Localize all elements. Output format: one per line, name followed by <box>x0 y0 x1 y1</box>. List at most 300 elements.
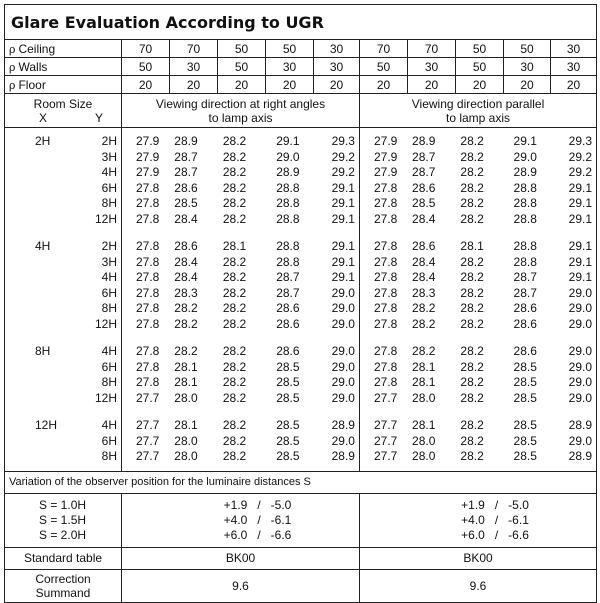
xy-labels <box>5 111 121 125</box>
ugr-value: 28.4 <box>174 211 198 226</box>
ugr-value: 28.1 <box>460 239 484 253</box>
standard-table-parallel: BK00 <box>360 547 597 569</box>
ugr-value: 29.0 <box>568 344 593 358</box>
ugr-value: 29.0 <box>331 301 355 315</box>
ugr-value: 29.1 <box>568 180 593 195</box>
ugr-value: 28.2 <box>174 344 198 358</box>
ugr-value: 29.0 <box>331 375 355 389</box>
ugr-value: 27.7 <box>374 449 398 463</box>
room-size-cell <box>5 128 122 472</box>
ugr-value: 27.8 <box>374 270 398 284</box>
reflectance-value: 30 <box>314 40 360 58</box>
x-column <box>5 134 63 465</box>
parallel-values <box>360 128 597 472</box>
ugr-value: 28.2 <box>222 165 247 179</box>
ugr-value: 28.9 <box>331 449 355 463</box>
ugr-value: 28.4 <box>412 211 436 226</box>
room-x-spacer <box>5 196 63 212</box>
ugr-value: 28.2 <box>460 359 484 374</box>
room-size-header <box>5 94 122 128</box>
room-size-label: Room Size <box>33 96 93 111</box>
ugr-value: 28.8 <box>513 211 537 226</box>
ugr-value: 28.6 <box>276 344 300 358</box>
ugr-value: 27.8 <box>374 375 398 389</box>
ugr-value: 28.8 <box>276 196 300 210</box>
ugr-value: 28.9 <box>331 418 355 432</box>
room-y-label: 6H <box>101 285 117 300</box>
reflectance-label <box>5 58 122 76</box>
reflectance-value: 20 <box>504 76 551 94</box>
reflectance-value: 30 <box>504 58 551 76</box>
ugr-value: 28.9 <box>412 134 436 148</box>
ugr-value: 28.2 <box>412 316 436 331</box>
ugr-value: 28.2 <box>222 254 247 269</box>
ugr-value: 27.8 <box>374 301 398 315</box>
ugr-value: 28.2 <box>222 359 247 374</box>
ugr-value: 29.1 <box>276 134 300 148</box>
reflectance-value: 20 <box>266 76 314 94</box>
value-column <box>262 134 314 465</box>
ugr-value: 27.7 <box>136 449 160 463</box>
ugr-value: 28.2 <box>460 270 484 284</box>
ugr-value: 29.1 <box>568 254 593 269</box>
room-y-label: 12H <box>94 211 117 226</box>
ugr-value: 28.7 <box>412 165 436 179</box>
y-column <box>63 134 121 465</box>
rho-symbol: ρ <box>9 78 16 92</box>
ugr-value: 28.3 <box>412 285 436 300</box>
correction-label-line2: Summand <box>35 585 91 600</box>
room-x-label: 8H <box>35 344 51 358</box>
room-x-spacer <box>5 391 63 407</box>
room-y-label: 8H <box>101 301 117 315</box>
ugr-value: 28.2 <box>222 390 247 405</box>
reflectance-row-floor <box>5 76 597 94</box>
rho-symbol: ρ <box>9 60 16 74</box>
ugr-value: 28.6 <box>412 239 436 253</box>
ugr-value: 28.4 <box>174 270 198 284</box>
ugr-value: 27.8 <box>136 180 160 195</box>
ugr-value: 27.8 <box>374 196 398 210</box>
ugr-value: 28.2 <box>460 375 484 389</box>
ugr-value: 28.5 <box>276 418 300 432</box>
ugr-value: 28.9 <box>568 449 593 463</box>
reflectance-value: 50 <box>266 40 314 58</box>
value-column <box>314 134 359 465</box>
reflectance-value: 50 <box>218 58 266 76</box>
ugr-value: 28.1 <box>174 359 198 374</box>
room-y-label: 3H <box>101 149 117 164</box>
ugr-value: 28.0 <box>412 433 436 448</box>
ugr-value: 29.0 <box>331 316 355 331</box>
room-x-spacer <box>5 375 63 391</box>
ugr-value: 28.9 <box>276 165 300 179</box>
ugr-value: 28.6 <box>412 180 436 195</box>
value-column <box>499 134 551 465</box>
ugr-value: 27.8 <box>374 211 398 226</box>
ugr-value: 29.1 <box>331 270 355 284</box>
ugr-value: 28.1 <box>174 375 198 389</box>
ugr-value: 29.3 <box>568 134 593 148</box>
variation-row <box>5 493 597 547</box>
room-y-label: 4H <box>101 418 117 432</box>
correction-parallel: 9.6 <box>360 569 597 602</box>
value-column <box>207 134 262 465</box>
ugr-value: 28.8 <box>276 180 300 195</box>
ugr-value: 29.2 <box>331 165 355 179</box>
ugr-value: 27.7 <box>136 433 160 448</box>
reflectance-value: 30 <box>170 58 218 76</box>
ugr-value: 29.0 <box>568 375 593 389</box>
right-angles-values <box>122 128 360 472</box>
ugr-value: 28.6 <box>174 180 198 195</box>
room-x-spacer <box>5 449 63 465</box>
reflectance-label <box>5 40 122 58</box>
standard-table-label: Standard table <box>5 547 122 569</box>
ugr-value: 27.8 <box>136 344 160 358</box>
ugr-value: 28.1 <box>174 418 198 432</box>
ugr-value: 28.2 <box>412 301 436 315</box>
ugr-value: 28.2 <box>460 301 484 315</box>
ugr-value: 28.2 <box>222 285 247 300</box>
reflectance-value: 50 <box>504 40 551 58</box>
ugr-value: 28.2 <box>222 211 247 226</box>
room-x-spacer <box>5 270 63 286</box>
ugr-value: 28.7 <box>174 149 198 164</box>
reflectance-value: 70 <box>408 40 456 58</box>
value-column <box>402 134 444 465</box>
ugr-value: 28.1 <box>412 375 436 389</box>
ugr-value: 29.1 <box>331 254 355 269</box>
ugr-value: 29.0 <box>568 433 593 448</box>
ugr-value: 29.1 <box>331 211 355 226</box>
correction-row <box>5 569 597 602</box>
ugr-value: 27.9 <box>374 165 398 179</box>
ugr-value: 28.3 <box>174 285 198 300</box>
ugr-value: 28.6 <box>513 301 537 315</box>
room-y-label: 12H <box>94 316 117 331</box>
ugr-value: 28.6 <box>513 344 537 358</box>
ugr-value: 27.8 <box>136 270 160 284</box>
parallel-header <box>360 94 597 128</box>
ugr-value: 28.5 <box>276 375 300 389</box>
ugr-data-row <box>5 128 597 472</box>
right-angles-header <box>122 94 360 128</box>
room-y-label: 8H <box>101 196 117 210</box>
ugr-value: 28.2 <box>222 301 247 315</box>
ugr-value: 29.1 <box>568 196 593 210</box>
ugr-value: 28.8 <box>513 180 537 195</box>
ugr-value: 28.1 <box>222 239 247 253</box>
ugr-value: 29.0 <box>331 390 355 405</box>
ugr-value: 29.0 <box>331 433 355 448</box>
room-x-spacer <box>5 360 63 376</box>
ugr-value: 28.5 <box>513 375 537 389</box>
parallel-header-line2: to lamp axis <box>446 110 511 125</box>
ugr-value: 27.8 <box>136 375 160 389</box>
value-column <box>360 134 402 465</box>
ugr-value: 29.2 <box>568 149 593 164</box>
reflectance-value: 70 <box>170 40 218 58</box>
correction-label <box>5 569 122 602</box>
reflectance-name: Walls <box>18 59 48 74</box>
room-y-label: 3H <box>101 254 117 269</box>
ugr-value: 27.7 <box>374 390 398 405</box>
ugr-value: 28.6 <box>174 239 198 253</box>
ugr-value: 28.2 <box>460 180 484 195</box>
ugr-value: 28.2 <box>222 418 247 432</box>
ugr-value: 28.5 <box>276 390 300 405</box>
spacing-label: S = 1.0H <box>39 497 87 512</box>
ugr-value: 29.0 <box>568 359 593 374</box>
ugr-value: 28.7 <box>513 285 537 300</box>
ugr-value: 29.2 <box>568 165 593 179</box>
ugr-value: 28.2 <box>222 196 247 210</box>
ugr-value: 28.1 <box>412 359 436 374</box>
reflectance-value: 50 <box>218 40 266 58</box>
room-x-spacer <box>5 181 63 197</box>
ugr-value: 27.7 <box>374 418 398 432</box>
room-x-spacer <box>5 301 63 317</box>
ugr-value: 28.7 <box>513 270 537 284</box>
reflectance-value: 30 <box>314 58 360 76</box>
reflectance-value: 20 <box>456 76 504 94</box>
ugr-value: 27.8 <box>136 211 160 226</box>
ugr-value: 28.1 <box>412 418 436 432</box>
ugr-value: 28.7 <box>276 270 300 284</box>
ugr-value: 27.8 <box>374 285 398 300</box>
room-x-spacer <box>5 165 63 181</box>
ugr-value: 28.2 <box>412 344 436 358</box>
standard-table-right: BK00 <box>122 547 360 569</box>
reflectance-value: 20 <box>218 76 266 94</box>
variation-parallel <box>360 493 597 547</box>
ugr-value: 28.0 <box>174 449 198 463</box>
room-y-label: 6H <box>101 180 117 195</box>
variation-right-angles <box>122 493 360 547</box>
reflectance-value: 30 <box>408 58 456 76</box>
ugr-value: 29.0 <box>331 344 355 358</box>
ugr-value: 28.2 <box>174 316 198 331</box>
variation-value: +6.0 / -6.6 <box>461 527 529 542</box>
reflectance-value: 50 <box>360 58 408 76</box>
ugr-value: 27.8 <box>136 316 160 331</box>
ugr-value: 27.8 <box>136 254 160 269</box>
room-y-label: 2H <box>101 134 117 148</box>
ugr-value: 28.5 <box>412 196 436 210</box>
ugr-value: 28.5 <box>513 449 537 463</box>
reflectance-name: Ceiling <box>18 41 56 56</box>
ugr-value: 28.2 <box>222 180 247 195</box>
standard-table-row <box>5 547 597 569</box>
reflectance-value: 30 <box>266 58 314 76</box>
reflectance-value: 50 <box>456 58 504 76</box>
right-angles-header-line2: to lamp axis <box>208 110 273 125</box>
correction-right: 9.6 <box>122 569 360 602</box>
ugr-value: 28.2 <box>460 418 484 432</box>
reflectance-value: 20 <box>551 76 597 94</box>
reflectance-value: 20 <box>122 76 170 94</box>
reflectance-label <box>5 76 122 94</box>
room-y-label: 2H <box>101 239 117 253</box>
ugr-value: 29.0 <box>276 149 300 164</box>
room-y-label: 6H <box>101 359 117 374</box>
ugr-value: 29.1 <box>568 211 593 226</box>
variation-value: +4.0 / -6.1 <box>461 512 529 527</box>
ugr-value: 28.2 <box>460 196 484 210</box>
ugr-value: 28.2 <box>222 433 247 448</box>
ugr-value: 29.0 <box>568 285 593 300</box>
ugr-value: 28.2 <box>460 433 484 448</box>
reflectance-value: 30 <box>551 40 597 58</box>
ugr-value: 28.2 <box>174 301 198 315</box>
ugr-value: 28.2 <box>460 149 484 164</box>
ugr-value: 27.8 <box>136 196 160 210</box>
variation-value: +1.9 / -5.0 <box>223 497 292 512</box>
ugr-value: 28.2 <box>222 270 247 284</box>
ugr-value: 28.2 <box>460 254 484 269</box>
room-y-label: 4H <box>101 270 117 284</box>
ugr-value: 29.0 <box>331 359 355 374</box>
spacing-cell <box>5 493 122 547</box>
ugr-value: 27.8 <box>136 285 160 300</box>
room-x-label: 2H <box>35 134 51 148</box>
ugr-value: 27.8 <box>374 316 398 331</box>
ugr-value: 28.5 <box>276 433 300 448</box>
ugr-value: 27.8 <box>136 239 160 253</box>
ugr-value: 27.9 <box>136 134 160 148</box>
ugr-value: 29.1 <box>568 239 593 253</box>
ugr-value: 28.2 <box>222 316 247 331</box>
ugr-value: 27.9 <box>136 165 160 179</box>
reflectance-value: 70 <box>360 40 408 58</box>
ugr-value: 28.9 <box>174 134 198 148</box>
y-label: Y <box>94 110 103 125</box>
room-x-label: 12H <box>35 418 58 432</box>
ugr-value: 28.2 <box>460 134 484 148</box>
value-column <box>551 134 596 465</box>
ugr-value: 28.5 <box>513 359 537 374</box>
ugr-value: 27.8 <box>374 180 398 195</box>
page-title: Glare Evaluation According to UGR <box>5 5 597 40</box>
variation-value: +6.0 / -6.6 <box>223 527 292 542</box>
ugr-value: 28.8 <box>513 239 537 253</box>
room-y-label: 8H <box>101 449 117 463</box>
room-x-spacer <box>5 150 63 166</box>
ugr-value: 28.6 <box>513 316 537 331</box>
ugr-value: 29.1 <box>331 180 355 195</box>
ugr-value: 28.5 <box>513 390 537 405</box>
ugr-value: 28.2 <box>460 344 484 358</box>
value-column <box>122 134 165 465</box>
ugr-value: 28.5 <box>276 449 300 463</box>
ugr-value: 27.7 <box>136 390 160 405</box>
ugr-table <box>4 4 597 603</box>
ugr-value: 28.5 <box>513 433 537 448</box>
reflectance-name: Floor <box>18 77 46 92</box>
ugr-value: 28.2 <box>460 211 484 226</box>
ugr-value: 27.8 <box>374 239 398 253</box>
value-column <box>445 134 499 465</box>
variation-value: +1.9 / -5.0 <box>461 497 529 512</box>
ugr-value: 28.7 <box>276 285 300 300</box>
ugr-value: 28.2 <box>222 149 247 164</box>
room-y-label: 8H <box>101 375 117 389</box>
spacing-label: S = 2.0H <box>39 527 87 542</box>
ugr-value: 28.4 <box>412 254 436 269</box>
ugr-value: 29.1 <box>513 134 537 148</box>
ugr-value: 28.4 <box>412 270 436 284</box>
ugr-value: 27.8 <box>374 344 398 358</box>
reflectance-value: 20 <box>170 76 218 94</box>
ugr-value: 28.8 <box>276 239 300 253</box>
reflectance-value: 50 <box>456 40 504 58</box>
reflectance-row-walls <box>5 58 597 76</box>
ugr-value: 28.2 <box>460 390 484 405</box>
ugr-value: 28.2 <box>460 449 484 463</box>
ugr-value: 27.7 <box>374 433 398 448</box>
ugr-value: 27.9 <box>374 134 398 148</box>
room-x-label: 4H <box>35 239 51 253</box>
ugr-value: 27.8 <box>374 359 398 374</box>
room-y-label: 4H <box>101 344 117 358</box>
value-column <box>165 134 208 465</box>
ugr-value: 28.9 <box>513 165 537 179</box>
ugr-value: 28.7 <box>412 149 436 164</box>
ugr-value: 28.5 <box>276 359 300 374</box>
ugr-value: 27.8 <box>374 254 398 269</box>
ugr-value: 28.0 <box>174 433 198 448</box>
ugr-value: 29.1 <box>331 239 355 253</box>
ugr-value: 28.0 <box>412 449 436 463</box>
room-x-spacer <box>5 434 63 450</box>
ugr-value: 29.1 <box>331 196 355 210</box>
reflectance-value: 30 <box>551 58 597 76</box>
ugr-value: 28.8 <box>276 211 300 226</box>
reflectance-row-ceiling <box>5 40 597 58</box>
room-x-spacer <box>5 286 63 302</box>
right-angles-header-line1: Viewing direction at right angles <box>155 96 326 111</box>
variation-label-row <box>5 471 597 493</box>
variation-label: Variation of the observer position for the luminaire distances S <box>5 471 597 493</box>
ugr-value: 29.0 <box>568 316 593 331</box>
ugr-value: 27.8 <box>136 301 160 315</box>
reflectance-value: 70 <box>122 40 170 58</box>
ugr-value: 28.0 <box>174 390 198 405</box>
correction-label-line1: Correction <box>35 571 91 586</box>
ugr-value: 27.9 <box>136 149 160 164</box>
ugr-value: 28.2 <box>460 316 484 331</box>
reflectance-value: 20 <box>360 76 408 94</box>
ugr-value: 27.9 <box>374 149 398 164</box>
ugr-value: 28.5 <box>174 196 198 210</box>
ugr-value: 28.2 <box>222 344 247 358</box>
ugr-value: 28.9 <box>568 418 593 432</box>
ugr-value: 28.2 <box>222 375 247 389</box>
ugr-value: 28.8 <box>276 254 300 269</box>
ugr-value: 28.5 <box>513 418 537 432</box>
rho-symbol: ρ <box>9 42 16 56</box>
ugr-value: 28.7 <box>174 165 198 179</box>
reflectance-value: 50 <box>122 58 170 76</box>
ugr-value: 29.3 <box>331 134 355 148</box>
x-label: X <box>39 110 48 125</box>
room-x-spacer <box>5 212 63 228</box>
room-y-label: 4H <box>101 165 117 179</box>
parallel-header-line1: Viewing direction parallel <box>411 96 545 111</box>
room-y-label: 6H <box>101 433 117 448</box>
ugr-value: 28.8 <box>513 196 537 210</box>
